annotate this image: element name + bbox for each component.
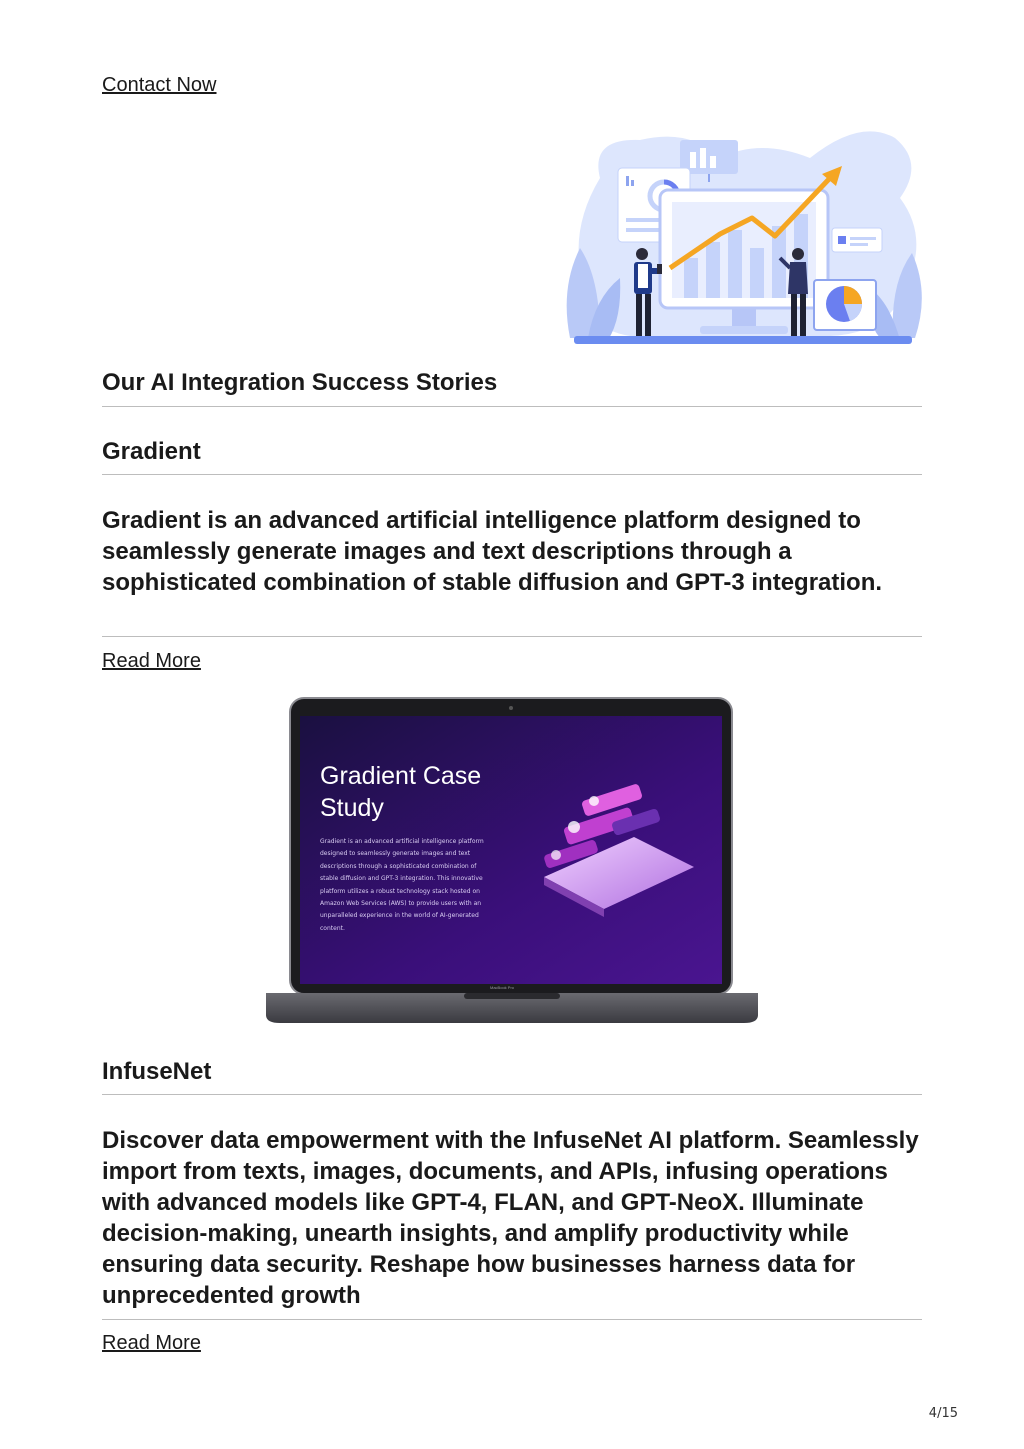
divider <box>102 1094 922 1095</box>
divider <box>102 406 922 407</box>
story-description-gradient: Gradient is an advanced artificial intelligence platform designed to seamlessly generate images and text descriptions through a sophisticated combination of stable diffusion and GPT-3 integration. <box>102 507 883 596</box>
screen-body-line: designed to seamlessly generate images and text <box>320 850 471 858</box>
read-more-gradient-link[interactable]: Read More <box>102 650 201 672</box>
divider <box>102 636 922 637</box>
story-name-infusenet: InfuseNet <box>102 1058 212 1085</box>
screen-body-line: Amazon Web Services (AWS) to provide users with an <box>320 900 482 908</box>
screen-body-line: Gradient is an advanced artificial intelligence platform <box>320 838 484 845</box>
story-name-gradient: Gradient <box>102 438 201 465</box>
laptop-screen-content <box>320 760 550 935</box>
section-title: Our AI Integration Success Stories <box>102 369 498 396</box>
screen-body-text <box>320 836 550 935</box>
laptop-brand: MacBook Pro <box>490 985 515 990</box>
divider <box>102 1319 922 1320</box>
page-number: 4/15 <box>928 1406 958 1421</box>
screen-body-line: stable diffusion and GPT-3 integration. This innovative <box>320 875 483 883</box>
screen-title-line-1: Gradient Case <box>320 762 482 790</box>
screen-body-line: unparalleled experience in the world of AI-generated <box>320 912 479 920</box>
screen-title-line-2: Study <box>320 794 384 822</box>
screen-body-line: platform utilizes a robust technology stack hosted on <box>320 887 480 895</box>
contact-now-link[interactable]: Contact Now <box>102 74 217 96</box>
analytics-illustration <box>560 118 930 350</box>
divider <box>102 474 922 475</box>
screen-body-line: descriptions through a sophisticated combination of <box>320 862 477 870</box>
screen-body-line: content. <box>320 924 345 932</box>
story-description-infusenet: Discover data empowerment with the InfuseNet AI platform. Seamlessly import from texts, images, documents, and APIs, infusing operations with advanced models like GPT-4, FLAN, and GPT-NeoX. Illuminate decision-making, unearth insights, and amplify productivity while ensuring data security. Reshape how businesses harness data for unprecedented growth <box>102 1127 919 1309</box>
read-more-infusenet-link[interactable]: Read More <box>102 1332 201 1354</box>
